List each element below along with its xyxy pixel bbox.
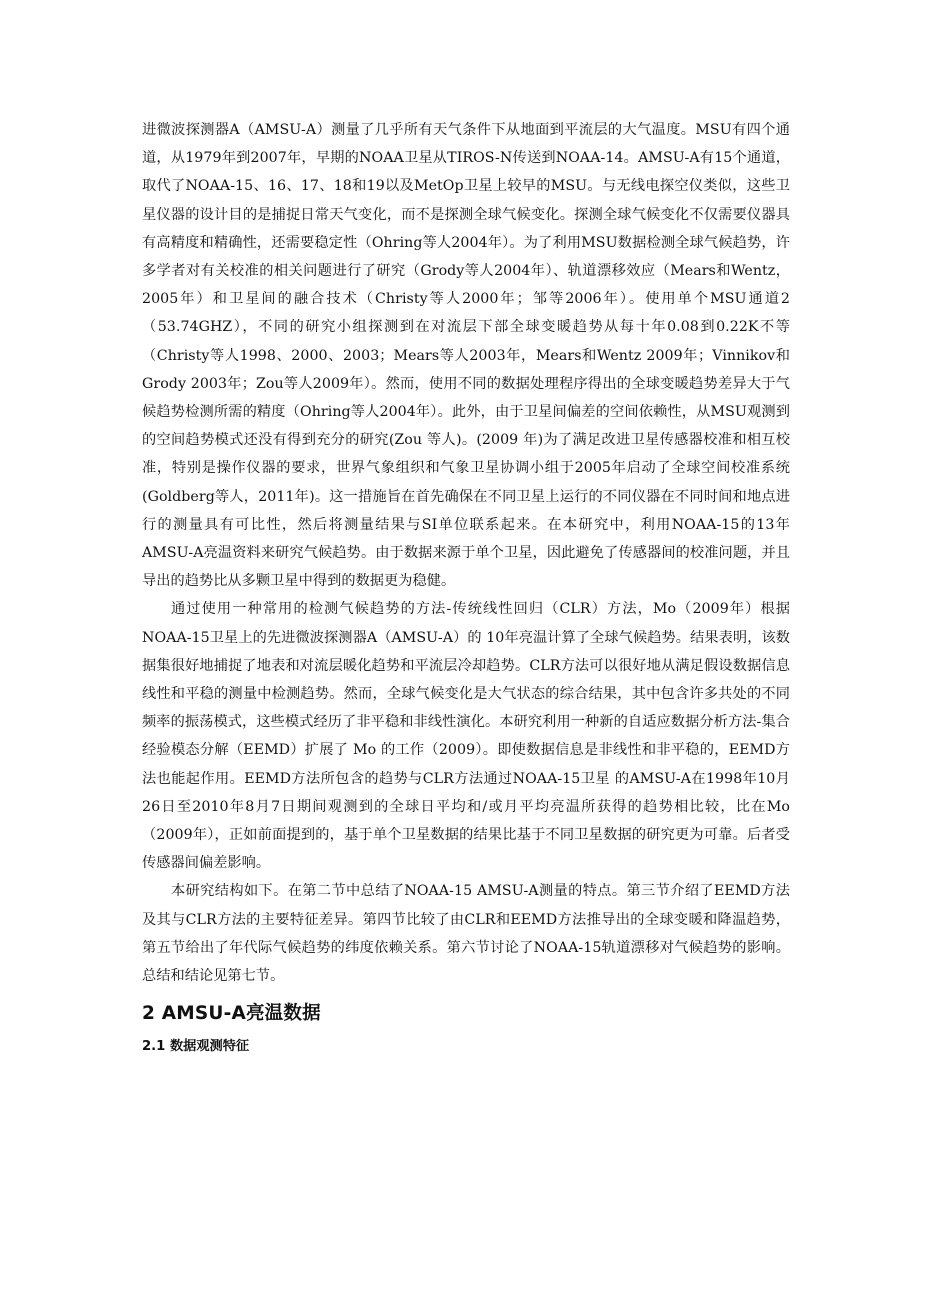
body-paragraph-3: 本研究结构如下。在第二节中总结了NOAA-15 AMSU-A测量的特点。第三节介绍了EEMD方法及其与CLR方法的主要特征差异。第四节比较了由CLR和EEMD方法推导出的全球变暖和降温趋势，第五节给出了年代际气候趋势的纬度依赖关系。第六节讨论了NOAA-15轨道漂移对气候趋势的影响。总结和结论见第七节。: [142, 883, 790, 985]
body-paragraph-1: 进微波探测器A（AMSU-A）测量了几乎所有天气条件下从地面到平流层的大气温度。MSU有四个通道，从1979年到2007年，早期的NOAA卫星从TIROS-N传送到NOAA-14。AMSU-A有15个通道，取代了NOAA-15、16、17、18和19以及MetOp卫星上较早的MSU。与无线电探空仪类似，这些卫星仪器的设计目的是捕捉日常天气变化，而不是探测全球气候变化。探测全球气候变化不仅需要仪器具有高精度和精确性，还需要稳定性（Ohring等人2004年）。为了利用MSU数据检测全球气候趋势，许多学者对有关校准的相关问题进行了研究（Grody等人2004年）、轨道漂移效应（Mears和Wentz，2005年）和卫星间的融合技术（Christy等人2000年；邹等2006年）。使用单个MSU通道2（53.74GHZ），不同的研究小组探测到在对流层下部全球变暖趋势从每十年0.08到0.22K不等（Christy等人1998、2000、2003；Mears等人2003年，Mears和Wentz 2009年；Vinnikov和Grody 2003年；Zou等人2009年）。然而，使用不同的数据处理程序得出的全球变暖趋势差异大于气候趋势检测所需的精度（Ohring等人2004年）。此外，由于卫星间偏差的空间依赖性，从MSU观测到的空间趋势模式还没有得到充分的研究(Zou 等人)。(2009 年)为了满足改进卫星传感器校准和相互校准，特别是操作仪器的要求，世界气象组织和气象卫星协调小组于2005年启动了全球空间校准系统(Goldberg等人，2011年)。这一措施旨在首先确保在不同卫星上运行的不同仪器在不同时间和地点进行的测量具有可比性，然后将测量结果与SI单位联系起来。在本研究中，利用NOAA-15的13年AMSU-A亮温资料来研究气候趋势。由于数据来源于单个卫星，因此避免了传感器间的校准问题，并且导出的趋势比从多颗卫星中得到的数据更为稳健。: [142, 122, 790, 590]
document-page: [142, 116, 790, 1059]
subsection-heading: 2.1 数据观测特征: [142, 1039, 250, 1055]
section-heading: 2 AMSU-A亮温数据: [142, 1003, 321, 1025]
body-paragraph-2: 通过使用一种常用的检测气候趋势的方法-传统线性回归（CLR）方法，Mo（2009年）根据NOAA-15卫星上的先进微波探测器A（AMSU-A）的 10年亮温计算了全球气候趋势。结果表明，该数据集很好地捕捉了地表和对流层暖化趋势和平流层冷却趋势。CLR方法可以很好地从满足假设数据信息线性和平稳的测量中检测趋势。然而，全球气候变化是大气状态的综合结果，其中包含许多共处的不同频率的振荡模式，这些模式经历了非平稳和非线性演化。本研究利用一种新的自适应数据分析方法-集合经验模态分解（EEMD）扩展了 Mo 的工作（2009）。即使数据信息是非线性和非平稳的，EEMD方法也能起作用。EEMD方法所包含的趋势与CLR方法通过NOAA-15卫星 的AMSU-A在1998年10月26日至2010年8月7日期间观测到的全球日平均和/或月平均亮温所获得的趋势相比较，比在Mo（2009年），正如前面提到的，基于单个卫星数据的结果比基于不同卫星数据的研究更为可靠。后者受传感器间偏差影响。: [142, 601, 790, 872]
